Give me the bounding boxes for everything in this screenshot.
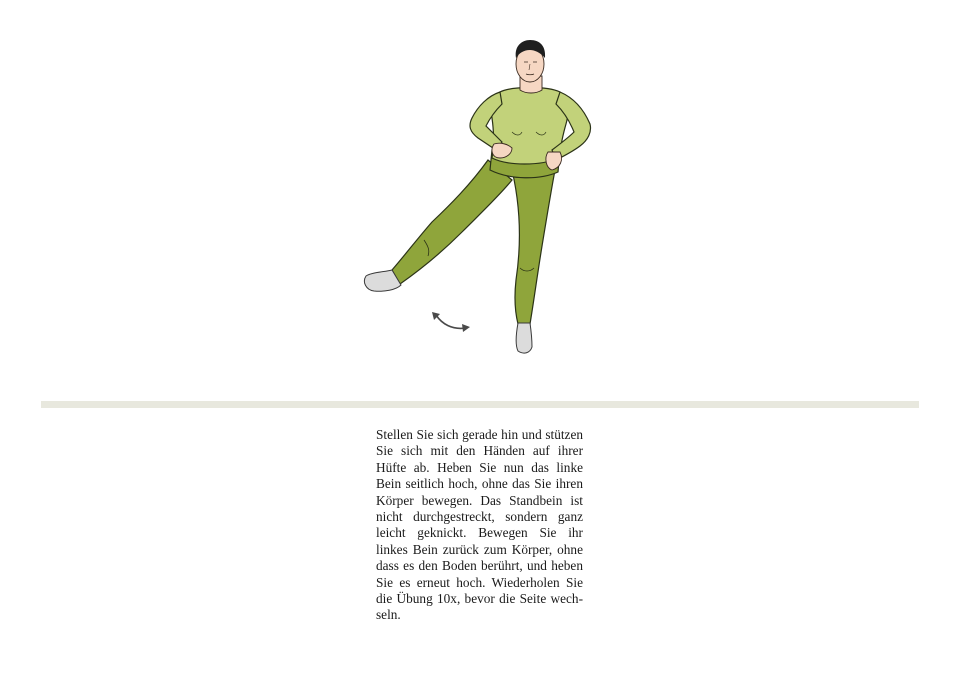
standing-foot-sock [516,323,532,353]
right-hand [546,152,562,170]
motion-arrow-icon [432,312,470,332]
section-divider [41,401,919,408]
raised-leg [392,160,512,284]
exercise-instructions: Stellen Sie sich gerade hin und stützen Sie sich mit den Händen auf ihrer Hüfte ab. Heben Sie nun das linke Bein seitlich hoch, ohne das Sie ihren Körper bewegen. Das Standbein ist nicht durchgestreckt, sondern ganz leicht geknickt. Bewegen Sie ihr linkes Bein zurück zum Körper, ohne dass es den Boden berührt, und heben Sie es erneut hoch. Wiederholen Sie die Übung 10x, bevor die Seite wechseln. [376,427,583,623]
standing-leg [510,162,556,324]
exercise-illustration [340,30,620,370]
